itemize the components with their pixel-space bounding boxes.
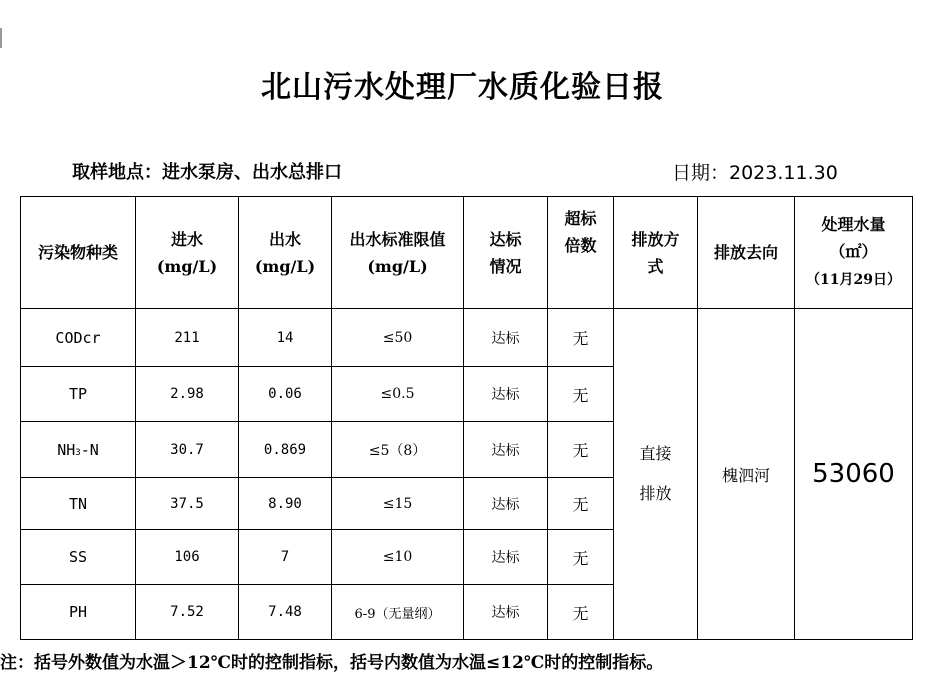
outflow-value: 0.869 [239,422,332,478]
exceed-value: 无 [548,530,614,585]
pollutant-name: TP [21,367,136,422]
sampling-location: 取样地点：进水泵房、出水总排口 [72,162,342,183]
outflow-value: 7.48 [239,585,332,640]
limit-value: ≤15 [332,478,464,530]
inflow-value: 106 [136,530,239,585]
status-value: 达标 [464,530,548,585]
outflow-value: 8.90 [239,478,332,530]
treated-volume: 53060 [795,309,913,640]
pollutant-name: PH [21,585,136,640]
water-quality-table [20,196,913,640]
inflow-value: 37.5 [136,478,239,530]
inflow-value: 7.52 [136,585,239,640]
report-date: 日期：2023.11.30 [672,162,838,184]
status-value: 达标 [464,309,548,367]
header-exceed: 超标 倍数 [548,197,614,309]
discharge-destination: 槐泗河 [698,309,795,640]
outflow-value: 0.06 [239,367,332,422]
header-limit: 出水标准限值 (mg/L) [332,197,464,309]
inflow-value: 30.7 [136,422,239,478]
header-volume: 处理水量 （㎡） （11月29日） [795,197,913,309]
header-pollutant: 污染物种类 [21,197,136,309]
limit-value: 6-9（无量纲） [332,585,464,640]
outflow-value: 14 [239,309,332,367]
status-value: 达标 [464,585,548,640]
page-edge-mark [0,28,2,48]
limit-value: ≤0.5 [332,367,464,422]
status-value: 达标 [464,478,548,530]
status-value: 达标 [464,367,548,422]
footnote: 注：括号外数值为水温＞12℃时的控制指标，括号内数值为水温≤12℃时的控制指标。 [0,653,664,673]
header-inflow: 进水 (mg/L) [136,197,239,309]
pollutant-name: SS [21,530,136,585]
outflow-value: 7 [239,530,332,585]
report-title: 北山污水处理厂水质化验日报 [261,70,664,105]
exceed-value: 无 [548,585,614,640]
header-row [21,197,913,309]
discharge-method: 直接 排放 [614,309,698,640]
header-destination: 排放去向 [698,197,795,309]
pollutant-name: TN [21,478,136,530]
exceed-value: 无 [548,309,614,367]
header-method: 排放方 式 [614,197,698,309]
table-row [21,309,913,367]
header-status: 达标 情况 [464,197,548,309]
pollutant-name: CODcr [21,309,136,367]
exceed-value: 无 [548,422,614,478]
pollutant-name: NH3-N [21,422,136,478]
limit-value: ≤5（8） [332,422,464,478]
inflow-value: 2.98 [136,367,239,422]
exceed-value: 无 [548,478,614,530]
limit-value: ≤10 [332,530,464,585]
header-outflow: 出水 (mg/L) [239,197,332,309]
limit-value: ≤50 [332,309,464,367]
exceed-value: 无 [548,367,614,422]
status-value: 达标 [464,422,548,478]
inflow-value: 211 [136,309,239,367]
